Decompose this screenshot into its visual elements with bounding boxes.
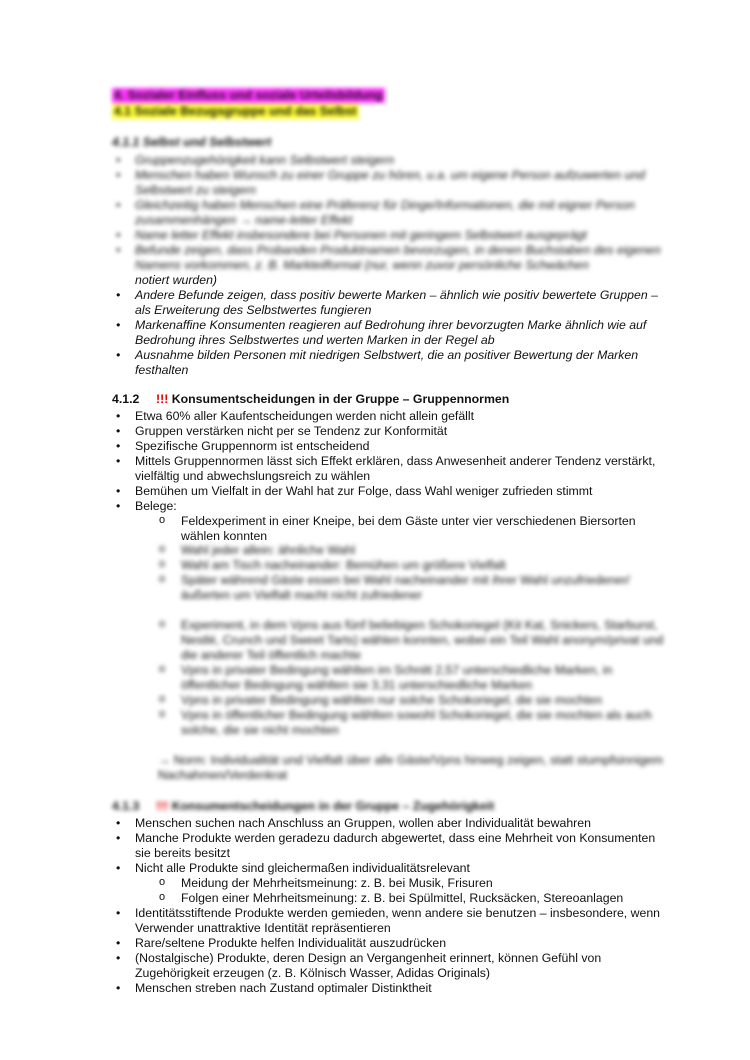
bullet-list-411-blurred bbox=[112, 153, 670, 273]
list-item: • Mittels Gruppennormen lässt sich Effekt erklären, dass Anwesenheit anderer Tendenz verstärkt, vielfältig und abwechslungsreich zu wählen bbox=[112, 454, 670, 484]
list-item: • Bemühen um Vielfalt in der Wahl hat zur Folge, dass Wahl weniger zufrieden stimmt bbox=[112, 484, 670, 499]
importance-marker: !!! bbox=[156, 799, 169, 813]
section-number: 4.1.2 bbox=[112, 392, 140, 406]
list-item: • Menschen streben nach Zustand optimaler Distinktheit bbox=[112, 981, 670, 996]
sub-list-item: o Vpns in öffentlicher Bedingung wählten sowohl Schokoriegel, die sie mochten als auch solche, die sie nicht mochten bbox=[158, 708, 670, 738]
list-item: • (Nostalgische) Produkte, deren Design an Vergangenheit erinnert, können Gefühl von Zugehörigkeit erzeugen (z. B. Kölnisch Wasser, Adidas Originals) bbox=[112, 951, 670, 981]
sub-list-item: o Später während Gäste essen bei Wahl nacheinander mit ihrer Wahl unzufriedener/äußerten um Vielfalt macht nicht zufriedener bbox=[158, 573, 670, 603]
list-item: • Gruppen verstärken nicht per se Tendenz zur Konformität bbox=[112, 424, 670, 439]
list-item: • Befunde zeigen, dass Probanden Produktnamen bevorzugen, in denen Buchstaben des eigenen Namens vorkommen, z. B. Markteilformat (nur, wenn zuvor persönliche Schwächen bbox=[112, 243, 670, 273]
list-item: • Gleichzeitig haben Menschen eine Präferenz für Dinge/Informationen, die mit eigner Person zusammenhängen → name-letter Effekt bbox=[112, 198, 670, 228]
chapter-heading: 4. Sozialer Einfluss und soziale Urteilsbildung bbox=[114, 88, 383, 102]
list-item: • Spezifische Gruppennorm ist entscheidend bbox=[112, 439, 670, 454]
list-item: • Etwa 60% aller Kaufentscheidungen werden nicht allein gefällt bbox=[112, 409, 670, 424]
sub-list-412-first bbox=[112, 514, 670, 543]
list-item: • Belege: bbox=[112, 499, 670, 514]
blurred-top-block bbox=[112, 88, 670, 273]
sub-list-item: o Wahl jeder allein: ähnliche Wahl bbox=[158, 543, 670, 558]
importance-marker: !!! bbox=[156, 392, 169, 406]
blurred-middle-block bbox=[112, 543, 670, 814]
bullet-list-411-visible bbox=[112, 288, 670, 378]
list-item: • Identitätsstiftende Produkte werden gemieden, wenn andere sie benutzen – insbesondere, wenn Verwender unattraktive Identität repräsentieren bbox=[112, 906, 670, 936]
list-item: • Markenaffine Konsumenten reagieren auf Bedrohung ihrer bevorzugten Marke ähnlich wie auf Bedrohung ihres Selbstwertes und werten Marken in der Regel ab bbox=[112, 318, 670, 348]
conclusion-paragraph: → Norm: Individualität und Vielfalt über alle Gäste/Vpns hinweg zeigen, statt stumpfsinnigem Nachahmen/Verdenkrat bbox=[158, 753, 663, 782]
subsection-heading-411: 4.1.1 Selbst und Selbstwert bbox=[112, 135, 272, 149]
list-item: • Rare/seltene Produkte helfen Individualität auszudrücken bbox=[112, 936, 670, 951]
list-item: • Andere Befunde zeigen, dass positiv bewerte Marken – ähnlich wie positiv bewertete Gruppen – als Erweiterung des Selbstwertes fungieren bbox=[112, 288, 670, 318]
list-item-continuation bbox=[112, 273, 670, 288]
list-item-tail: notiert wurden) bbox=[135, 273, 218, 287]
list-item: • Ausnahme bilden Personen mit niedrigen Selbstwert, die an positiver Bewertung der Marken festhalten bbox=[112, 348, 670, 378]
bullet-list-411 bbox=[112, 273, 670, 288]
subsection-heading-412 bbox=[112, 392, 670, 407]
list-item: • Name letter Effekt insbesondere bei Personen mit geringem Selbstwert ausgeprägt bbox=[112, 228, 670, 243]
sub-list-item: o Vpns in privater Bedingung wählten nur solche Schokoriegel, die sie mochten bbox=[158, 693, 670, 708]
list-item: • Manche Produkte werden geradezu dadurch abgewertet, dass eine Mehrheit von Konsumenten sie bereits besitzt bbox=[112, 831, 670, 861]
sub-list-413 bbox=[112, 876, 670, 906]
sub-list-item: o Meidung der Mehrheitsmeinung: z. B. bei Musik, Frisuren bbox=[158, 876, 670, 891]
sub-list-412-a bbox=[112, 543, 670, 603]
sub-list-412-b bbox=[112, 618, 670, 738]
subsection-heading-413 bbox=[112, 799, 670, 814]
list-item: • Gruppenzugehörigkeit kann Selbstwert steigern bbox=[112, 153, 670, 168]
bullet-list-412 bbox=[112, 409, 670, 514]
section-heading: 4.1 Soziale Bezugsgruppe und das Selbst bbox=[114, 104, 357, 118]
list-item: • Nicht alle Produkte sind gleichermaßen individualitätsrelevant bbox=[112, 861, 670, 876]
section-number: 4.1.3 bbox=[112, 799, 140, 813]
sub-list-item: o Vpns in privater Bedingung wählten im Schnitt 2,57 unterschiedliche Marken, in öffentlicher Bedingung wählten sie 3,31 unterschiedliche Marken bbox=[158, 663, 670, 693]
section-title: Konsumentscheidungen in der Gruppe – Gruppennormen bbox=[168, 392, 510, 406]
section-title: Konsumentscheidungen in der Gruppe – Zugehörigkeit bbox=[168, 799, 495, 813]
list-item: • Menschen suchen nach Anschluss an Gruppen, wollen aber Individualität bewahren bbox=[112, 816, 670, 831]
sub-list-item: o Folgen einer Mehrheitsmeinung: z. B. bei Spülmittel, Rucksäcken, Stereoanlagen bbox=[158, 891, 670, 906]
bullet-list-413-b bbox=[112, 906, 670, 996]
bullet-list-413-a bbox=[112, 816, 670, 876]
sub-list-item: o Wahl am Tisch nacheinander: Bemühen um größere Vielfalt bbox=[158, 558, 670, 573]
sub-list-item: o Feldexperiment in einer Kneipe, bei dem Gäste unter vier verschiedenen Biersorten wählen konnten bbox=[158, 514, 670, 544]
sub-list-item: o Experiment, in dem Vpns aus fünf beliebigen Schokoriegel (Kit Kat, Snickers, Starburst, Nestlé, Crunch und Sweet Tarts) wählen konnten, wobei ein Teil Wahl anonym/privat und die anderer Teil öffentlich machte bbox=[158, 618, 670, 663]
list-item: • Menschen haben Wunsch zu einer Gruppe zu hören, u.a. um eigene Person aufzuwerten und Selbstwert zu steigern bbox=[112, 168, 670, 198]
